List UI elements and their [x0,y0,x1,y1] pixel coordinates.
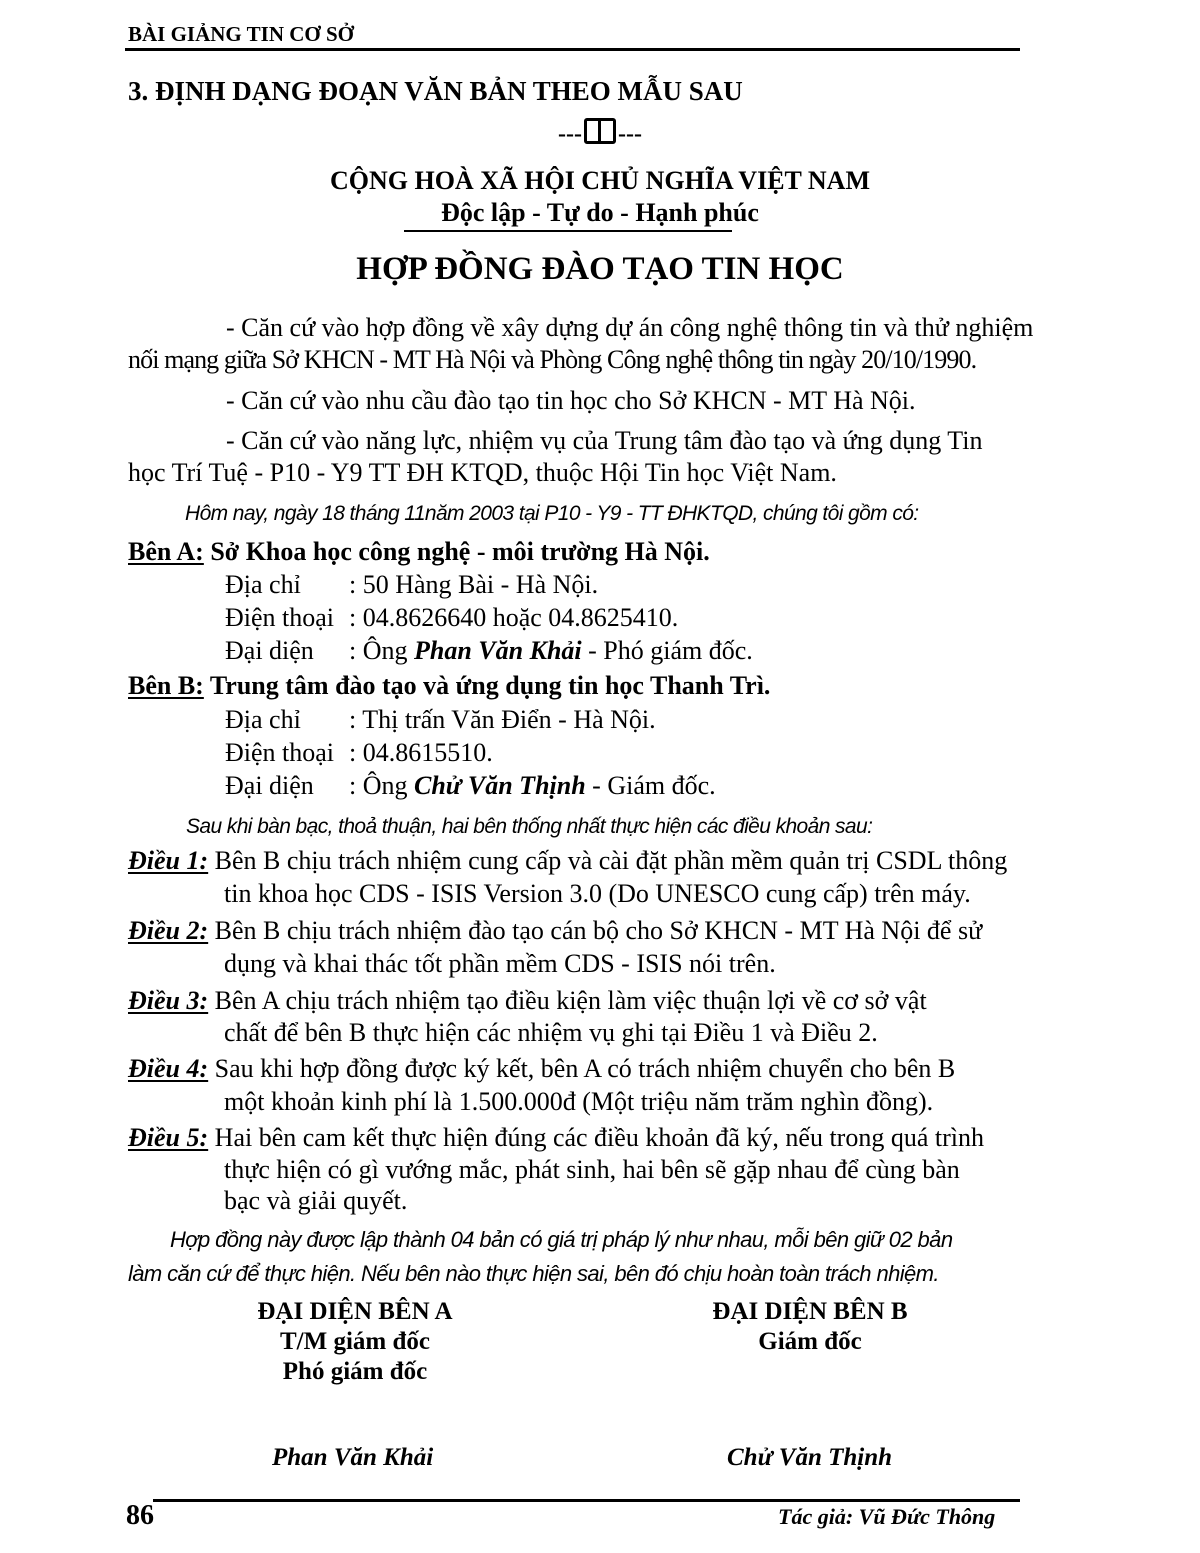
representative-prefix: : Ông [349,771,408,800]
party-b-address [225,705,656,735]
motto-underline [404,230,732,232]
representative-title: - Phó giám đốc. [588,636,753,665]
address-value: : Thị trấn Văn Điển - Hà Nội. [349,705,656,734]
article-text: Bên A chịu trách nhiệm tạo điều kiện làm việc thuận lợi về cơ sở vật [214,986,927,1015]
address-value: : 50 Hàng Bài - Hà Nội. [349,570,599,599]
article-5-line-1 [128,1123,984,1153]
article-text: Bên B chịu trách nhiệm cung cấp và cài đặt phần mềm quản trị CSDL thông [214,846,1008,875]
open-book-icon [584,118,616,144]
article-text: Sau khi hợp đồng được ký kết, bên A có trách nhiệm chuyển cho bên B [214,1054,956,1083]
party-b-label: Bên B: [128,671,204,700]
today-line: Hôm nay, ngày 18 tháng 11năm 2003 tại P10 - Y9 - TT ĐHKTQD, chúng tôi gồm có: [185,502,919,525]
article-2-line-2: dụng và khai thác tốt phần mềm CDS - ISIS nói trên. [224,949,776,978]
section-title: 3. ĐỊNH DẠNG ĐOẠN VĂN BẢN THEO MẪU SAU [128,76,743,106]
party-b-heading [128,671,770,701]
running-header: BÀI GIẢNG TIN CƠ SỞ [128,22,354,46]
article-3-line-2: chất để bên B thực hiện các nhiệm vụ ghi tại Điều 1 và Điều 2. [224,1018,878,1047]
representative-label: Đại diện [225,636,314,665]
article-4-line-1 [128,1054,955,1084]
author-credit: Tác giả: Vũ Đức Thông [778,1504,996,1529]
address-label: Địa chỉ [225,570,301,599]
footer-rule [153,1499,1020,1502]
representative-prefix: : Ông [349,636,408,665]
signature-a-title: ĐẠI DIỆN BÊN A [257,1298,453,1325]
party-b-name: Trung tâm đào tạo và ứng dụng tin học Thanh Trì. [209,671,771,700]
party-b-representative [225,771,716,801]
article-text: Bên B chịu trách nhiệm đào tạo cán bộ cho Sở KHCN - MT Hà Nội để sử [214,916,983,945]
phone-label: Điện thoại [225,738,335,767]
header-rule [125,48,1020,51]
article-2-line-1 [128,916,982,946]
signature-b-role-1: Giám đốc [758,1328,862,1355]
ground-2: - Căn cứ vào nhu cầu đào tạo tin học cho Sở KHCN - MT Hà Nội. [226,386,916,415]
party-a-phone [225,603,678,633]
article-label: Điều 5: [128,1123,209,1152]
ground-3-line-1: - Căn cứ vào năng lực, nhiệm vụ của Trung tâm đào tạo và ứng dụng Tin [226,426,983,455]
article-1-line-2: tin khoa học CDS - ISIS Version 3.0 (Do UNESCO cung cấp) trên máy. [224,879,971,908]
ornament-dashes-left: --- [558,121,582,147]
article-label: Điều 3: [128,986,209,1015]
article-5-line-2: thực hiện có gì vướng mắc, phát sinh, hai bên sẽ gặp nhau để cùng bàn [224,1155,960,1184]
agreement-line: Sau khi bàn bạc, thoả thuận, hai bên thống nhất thực hiện các điều khoản sau: [186,815,873,838]
ornament-divider [0,118,1200,148]
document-title: HỢP ĐỒNG ĐÀO TẠO TIN HỌC [356,251,844,287]
article-5-line-3: bạc và giải quyết. [224,1186,408,1215]
article-1-line-1 [128,846,1007,876]
signature-a-role-2: Phó giám đốc [282,1358,428,1385]
national-motto: Độc lập - Tự do - Hạnh phúc [441,198,759,227]
ground-1-line-1: - Căn cứ vào hợp đồng về xây dựng dự án công nghệ thông tin và thử nghiệm [226,313,1034,342]
address-label: Địa chỉ [225,705,301,734]
ground-3-line-2: học Trí Tuệ - P10 - Y9 TT ĐH KTQD, thuộc Hội Tin học Việt Nam. [128,458,837,487]
closing-line-1: Hợp đồng này được lập thành 04 bản có giá trị pháp lý như nhau, mỗi bên giữ 02 bản [170,1227,953,1252]
article-text: Hai bên cam kết thực hiện đúng các điều khoản đã ký, nếu trong quá trình [214,1123,984,1152]
ornament-dashes-right: --- [618,121,642,147]
phone-value: : 04.8615510. [349,738,493,767]
representative-name: Chử Văn Thịnh [414,771,586,800]
representative-title: - Giám đốc. [592,771,716,800]
representative-name: Phan Văn Khải [414,636,582,665]
signature-block-b [685,1298,935,1356]
signatory-a-name: Phan Văn Khải [272,1444,434,1471]
party-b-phone [225,738,493,768]
party-a-name: Sở Khoa học công nghệ - môi trường Hà Nội. [210,537,710,566]
article-label: Điều 2: [128,916,209,945]
party-a-address [225,570,598,600]
party-a-label: Bên A: [128,537,204,566]
representative-label: Đại diện [225,771,314,800]
nation-heading: CỘNG HOÀ XÃ HỘI CHỦ NGHĨA VIỆT NAM [329,166,871,195]
party-a-heading [128,537,710,567]
phone-value: : 04.8626640 hoặc 04.8625410. [349,603,679,632]
ground-1-line-2: nối mạng giữa Sở KHCN - MT Hà Nội và Phòng Công nghệ thông tin ngày 20/10/1990. [128,345,977,374]
signature-block-a [230,1298,480,1386]
article-3-line-1 [128,986,927,1016]
phone-label: Điện thoại [225,603,335,632]
article-label: Điều 1: [128,846,209,875]
signature-b-title: ĐẠI DIỆN BÊN B [712,1298,908,1325]
closing-line-2: làm căn cứ để thực hiện. Nếu bên nào thực hiện sai, bên đó chịu hoàn toàn trách nhiệm. [128,1261,939,1286]
article-label: Điều 4: [128,1054,209,1083]
signatory-b-name: Chử Văn Thịnh [727,1444,893,1471]
party-a-representative [225,636,753,666]
page-number: 86 [126,1500,154,1531]
article-4-line-2: một khoản kinh phí là 1.500.000đ (Một triệu năm trăm nghìn đồng). [224,1087,934,1116]
signature-a-role-1: T/M giám đốc [280,1328,430,1355]
